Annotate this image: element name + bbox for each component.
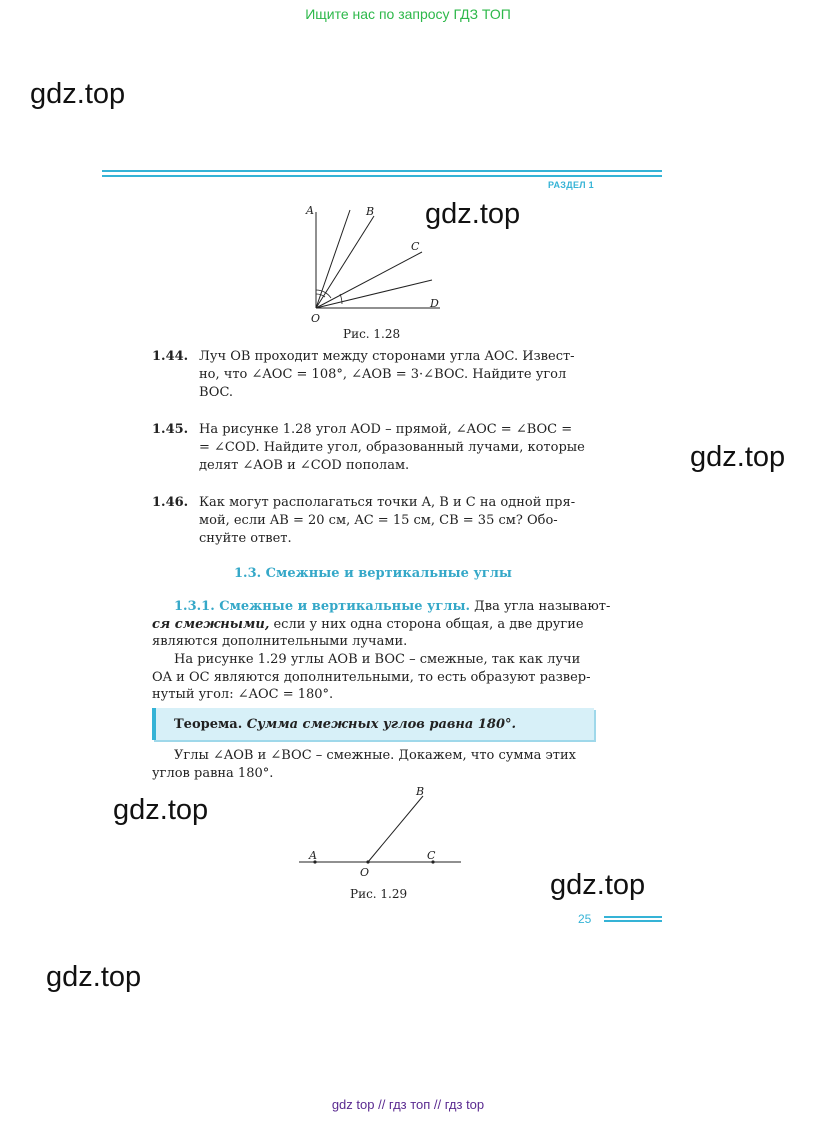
watermark: gdz.top xyxy=(690,441,786,473)
label-o: O xyxy=(311,312,321,325)
footer: gdz top // гдз топ // гдз top xyxy=(331,1097,485,1112)
figure-1-28 xyxy=(300,200,450,325)
watermark: gdz.top xyxy=(30,78,126,110)
problem-1-45: 1.45. На рисунке 1.28 угол AOD – прямой, ∠AOC = ∠BOC = = ∠COD. Найдите угол, образованный лучами, которые делят ∠AOB и ∠COD пополам. xyxy=(152,422,585,473)
ray-oc-inner xyxy=(316,280,432,308)
page-rule xyxy=(604,916,662,924)
watermark: gdz.top xyxy=(425,198,521,230)
watermark: gdz.top xyxy=(550,869,646,901)
label-c: C xyxy=(427,849,436,862)
figure-1-28-caption: Рис. 1.28 xyxy=(343,327,401,341)
watermark: gdz.top xyxy=(113,794,209,826)
term-smezhnye: ся смежными, xyxy=(152,616,270,632)
section-title: 1.3. Смежные и вертикальные углы xyxy=(234,566,512,581)
paragraph-fig-129: На рисунке 1.29 углы AOB и BOC – смежные, так как лучи OA и OC являются дополнительными, то есть образуют развер- нутый угол: ∠AOC = 180°. xyxy=(152,652,591,702)
label-b: B xyxy=(366,205,375,218)
label-o: O xyxy=(360,866,370,879)
label-a: A xyxy=(306,204,314,217)
paragraph-proof: Углы ∠AOB и ∠BOC – смежные. Докажем, что сумма этих углов равна 180°. xyxy=(152,748,576,781)
problem-number: 1.46. xyxy=(152,495,189,510)
subsection-paragraph: 1.3.1. Смежные и вертикальные углы. Два угла называют- ся смежными, если у них одна сторона общая, а две другие являются дополнительными лучами. xyxy=(152,599,611,649)
ray-oc xyxy=(316,252,422,308)
figure-1-29 xyxy=(295,782,465,882)
page-number: 25 xyxy=(578,912,592,926)
problem-number: 1.44. xyxy=(152,349,189,364)
top-banner: Ищите нас по запросу ГДЗ ТОП xyxy=(305,6,511,22)
problem-1-44: 1.44. Луч OB проходит между сторонами угла AOC. Извест- но, что ∠AOC = 108°, ∠AOB = 3·∠BOC. Найдите угол BOC. xyxy=(152,349,575,400)
label-c: C xyxy=(411,240,420,253)
section-label: РАЗДЕЛ 1 xyxy=(548,180,594,190)
theorem xyxy=(174,717,516,732)
problem-number: 1.45. xyxy=(152,422,189,437)
problem-1-46: 1.46. Как могут располагаться точки A, B и C на одной пря- мой, если AB = 20 см, AC = 15 см, CB = 35 см? Обо- снуйте ответ. xyxy=(152,495,576,546)
label-b: B xyxy=(416,785,425,798)
label-a: A xyxy=(309,849,317,862)
header-rule xyxy=(102,170,662,178)
theorem-statement: Сумма смежных углов равна 180°. xyxy=(242,717,517,732)
point-o xyxy=(366,860,369,863)
ray-ob xyxy=(316,216,374,308)
theorem-label: Теорема. xyxy=(174,717,243,732)
ray-ob xyxy=(368,796,423,862)
figure-1-29-caption: Рис. 1.29 xyxy=(350,887,408,901)
ray-ob-inner xyxy=(316,210,350,308)
label-d: D xyxy=(430,297,439,310)
watermark: gdz.top xyxy=(46,961,142,993)
subsection-heading: 1.3.1. Смежные и вертикальные углы. xyxy=(174,599,471,614)
